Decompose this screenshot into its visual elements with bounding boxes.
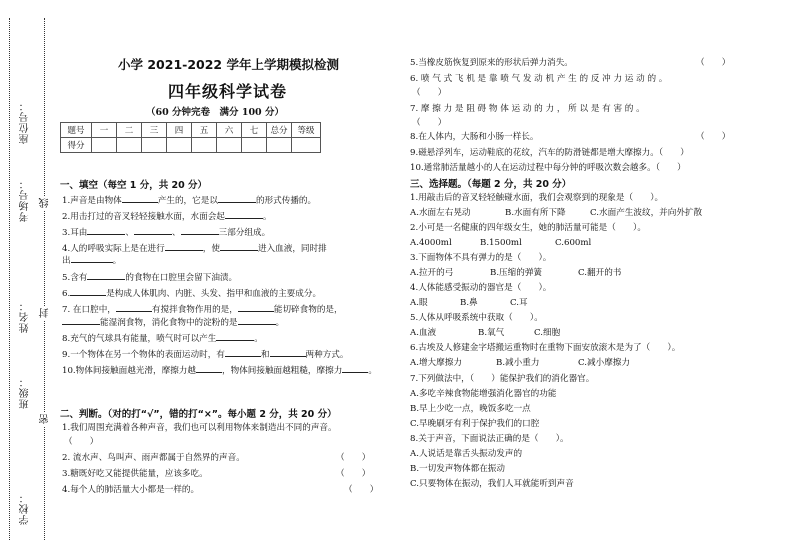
exam-subject-title: 四年级科学试卷	[168, 82, 288, 101]
choice-option[interactable]: C.减小摩擦力	[578, 358, 630, 368]
q-text: 产生的，它是以	[157, 196, 218, 206]
choice-question-6: 6.古埃及人修建金字塔搬运重物时在重物下面安放滚木是为了（ ）。	[410, 343, 681, 353]
answer-blank[interactable]	[196, 363, 222, 373]
q-text: 8.充气的气球具有能量，喷气时可以产生	[62, 334, 217, 344]
q-text: 的食物在口腔里会留下油渍。	[125, 273, 238, 283]
score-input-cell[interactable]	[167, 138, 192, 153]
q-text: 3.耳由	[62, 228, 88, 238]
judge-question-5: 5.当橡皮筋恢复到原来的形状后弹力消失。	[410, 58, 573, 68]
choice-option[interactable]: A.眼	[410, 298, 428, 308]
answer-blank[interactable]	[238, 315, 276, 325]
q-text: ，使	[202, 244, 220, 254]
score-cell: 五	[192, 123, 217, 138]
choice-option[interactable]: B.氧气	[478, 328, 505, 338]
score-input-cell[interactable]	[142, 138, 167, 153]
q-text: 6.	[62, 289, 71, 299]
q-text: 的形式传播的。	[255, 196, 317, 206]
answer-blank[interactable]	[238, 302, 274, 312]
answer-blank[interactable]	[134, 225, 172, 235]
score-cell: 二	[117, 123, 142, 138]
answer-blank[interactable]	[270, 347, 306, 357]
choice-option[interactable]: B.早上少吃一点，晚饭多吃一点	[410, 404, 531, 414]
score-input-cell[interactable]	[217, 138, 242, 153]
score-cell: 七	[242, 123, 267, 138]
choice-option[interactable]: A.增大摩擦力	[410, 358, 462, 368]
fill-question-1	[62, 193, 316, 207]
answer-blank[interactable]	[165, 241, 203, 251]
score-cell: 六	[217, 123, 242, 138]
answer-blank[interactable]	[342, 363, 368, 373]
answer-blank[interactable]	[87, 270, 125, 280]
choice-option[interactable]: B.1500ml	[480, 238, 522, 248]
section-3-title: 三、选择题。（每题 2 分，共 20 分）	[410, 179, 572, 190]
class-label: 班级：	[20, 376, 31, 409]
choice-option[interactable]: C.早晚刷牙有利于保护我们的口腔	[410, 419, 540, 429]
q-text: 进入血液，同时排	[257, 244, 327, 254]
q-text: 和	[260, 350, 270, 360]
choice-option[interactable]: B.水面有所下降	[505, 208, 566, 218]
seal-xian: 线	[40, 198, 51, 208]
score-table-score-row	[61, 138, 321, 153]
q-text: 、	[172, 228, 181, 238]
section-1-title: 一、填空（每空 1 分，共 20 分）	[60, 180, 208, 191]
choice-question-4: 4.人体能感受振动的器官是（ ）。	[410, 283, 552, 293]
judge-question-8: 8.在人体内，大肠和小肠一样长。	[410, 132, 539, 142]
judge-answer-bracket[interactable]: （ ）	[412, 118, 447, 128]
score-table-header-row	[61, 123, 321, 138]
name-label: 姓名：	[20, 300, 31, 333]
answer-blank[interactable]	[181, 225, 219, 235]
q-text: 5.含有	[62, 273, 88, 283]
q-text: 能湿润食物，消化食物中的淀粉的是	[100, 318, 238, 328]
score-input-cell[interactable]	[192, 138, 217, 153]
choice-question-5: 5.人体从呼吸系统中获取（ ）。	[410, 313, 543, 323]
choice-option[interactable]: B.一切发声物体都在振动	[410, 464, 505, 474]
answer-blank[interactable]	[225, 347, 261, 357]
fill-question-2	[62, 209, 272, 223]
q-text: ，物体间接触面越粗糙，摩擦力	[221, 366, 343, 376]
q-text: 。	[368, 366, 377, 376]
fill-question-5	[62, 270, 237, 284]
q-text: 、	[125, 228, 134, 238]
choice-option[interactable]: B.压缩的弹簧	[490, 268, 543, 278]
choice-option[interactable]: A.血液	[410, 328, 437, 338]
score-table	[60, 122, 321, 153]
school-label: 学校：	[20, 492, 31, 525]
q-text: 。	[275, 318, 285, 328]
fill-question-6	[62, 286, 321, 300]
judge-question-10: 10.通常肺活量越小的人在运动过程中每分钟的呼吸次数会越多。（ ）	[410, 163, 686, 173]
judge-question-4: 4.每个人的肺活量大小都是一样的。	[62, 485, 200, 495]
q-text: 2.用击打过的音叉轻轻接触水面，水面会起	[62, 212, 225, 222]
q-text: 。	[254, 334, 263, 344]
choice-option[interactable]: A.拉开的弓	[410, 268, 454, 278]
answer-blank[interactable]	[216, 331, 254, 341]
seal-mi: 密	[40, 414, 51, 424]
section-2-title: 二、判断。（对的打“√”，错的打“×”。每小题 2 分，共 20 分）	[60, 409, 337, 420]
q-text: 有搅拌食物作用的是，	[151, 305, 238, 315]
score-cell: 等级	[292, 123, 321, 138]
choice-option[interactable]: C.600ml	[555, 238, 592, 248]
fill-question-7	[62, 302, 343, 316]
choice-option[interactable]: B.减小重力	[496, 358, 540, 368]
answer-blank[interactable]	[70, 286, 106, 296]
score-input-cell[interactable]	[117, 138, 142, 153]
judge-question-3: 3.糖既好吃又能提供能量，应该多吃。	[62, 469, 208, 479]
choice-option[interactable]: C.细胞	[534, 328, 561, 338]
answer-blank[interactable]	[225, 209, 263, 219]
q-text: 两种方式。	[305, 350, 349, 360]
judge-answer-bracket[interactable]: （ ）	[336, 453, 371, 463]
q-text: 1.声音是由物体	[62, 196, 122, 206]
judge-answer-bracket[interactable]: （ ）	[336, 469, 371, 479]
judge-question-1: 1.我们周围充满着各种声音，我们也可以利用物体来制造出不同的声音。	[62, 423, 337, 433]
exam-header-title: 小学 2021-2022 学年上学期模拟检测	[118, 57, 339, 72]
answer-blank[interactable]	[87, 225, 125, 235]
binding-margin	[0, 0, 58, 550]
fill-question-10	[62, 363, 377, 377]
exam-room-label: 考场号：	[20, 178, 31, 222]
choice-option[interactable]: C.水面产生波纹，并向外扩散	[590, 208, 703, 218]
seal-feng: 封	[40, 308, 51, 318]
score-row-label: 得分	[61, 138, 92, 153]
q-text: 。	[112, 256, 122, 266]
fill-question-7-cont	[62, 315, 284, 329]
answer-blank[interactable]	[122, 193, 158, 203]
fill-question-8	[62, 331, 263, 345]
q-text: 4.人的呼吸实际上是在进行	[62, 244, 165, 254]
choice-question-1: 1.用敲击后的音叉轻轻触碰水面，我们会观察到的现象是（ ）。	[410, 193, 664, 203]
judge-answer-bracket[interactable]: （ ）	[412, 88, 447, 98]
choice-option[interactable]: C.只要物体在振动，我们人耳就能听到声音	[410, 479, 574, 489]
fill-question-3	[62, 225, 270, 239]
exam-meta: （60 分钟完卷 满分 100 分）	[146, 107, 284, 118]
q-text: 9.一个物体在另一个物体的表面运动时，有	[62, 350, 225, 360]
choice-question-2: 2.小可是一名健康的四年级女生，她的肺活量可能是（ ）。	[410, 223, 646, 233]
choice-option[interactable]: A.多吃辛辣食物能增强消化器官的功能	[410, 389, 557, 399]
q-text: 。	[262, 212, 272, 222]
seat-number-label: 座位号：	[20, 100, 31, 144]
judge-answer-bracket[interactable]: （ ）	[696, 132, 731, 142]
judge-answer-bracket[interactable]: （ ）	[344, 485, 379, 495]
score-cell: 三	[142, 123, 167, 138]
score-cell: 总分	[267, 123, 292, 138]
outer-dotted-line	[9, 18, 10, 540]
judge-question-7: 7. 摩 擦 力 是 阻 碍 物 体 运 动 的 力 ， 所 以 是 有 害 的 。	[410, 104, 645, 114]
judge-answer-bracket[interactable]: （ ）	[64, 437, 99, 447]
score-cell: 一	[92, 123, 117, 138]
q-text: 是构成人体肌肉、内脏、头发、指甲和血液的主要成分。	[106, 289, 322, 299]
choice-option[interactable]: A.4000ml	[410, 238, 452, 248]
choice-question-7: 7.下列做法中，（ ）能保护我们的消化器官。	[410, 374, 595, 384]
choice-option[interactable]: C.翻开的书	[578, 268, 622, 278]
choice-option[interactable]: A.人说话是靠舌头振动发声的	[410, 449, 523, 459]
q-text: 能切碎食物的是，	[273, 305, 343, 315]
q-text: 三部分组成。	[218, 228, 271, 238]
q-text: 7. 在口腔中，	[62, 305, 116, 315]
choice-question-8: 8.关于声音，下面说法正确的是（ ）。	[410, 434, 569, 444]
fill-question-9	[62, 347, 348, 361]
q-text: 10.物体间接触面越光滑，摩擦力越	[62, 366, 196, 376]
inner-dotted-line	[44, 18, 45, 540]
choice-question-3: 3.下面物体不具有弹力的是（ ）。	[410, 253, 552, 263]
score-input-cell[interactable]	[242, 138, 267, 153]
judge-question-9: 9.磁悬浮列车，运动鞋底的花纹，汽车的防滑链都是增大摩擦力。（ ）	[410, 148, 689, 158]
answer-blank[interactable]	[116, 302, 152, 312]
score-input-cell[interactable]	[92, 138, 117, 153]
choice-option[interactable]: C.耳	[510, 298, 528, 308]
answer-blank[interactable]	[71, 253, 113, 263]
judge-question-6: 6. 喷 气 式 飞 机 是 靠 喷 气 发 动 机 产 生 的 反 冲 力 运 动 的 。	[410, 74, 668, 84]
answer-blank[interactable]	[62, 315, 100, 325]
choice-option[interactable]: A.水面左右晃动	[410, 208, 471, 218]
score-input-cell[interactable]	[267, 138, 292, 153]
judge-question-2: 2. 流水声、鸟叫声、雨声都属于自然界的声音。	[62, 453, 245, 463]
score-input-cell[interactable]	[292, 138, 321, 153]
fill-question-4-cont	[62, 253, 121, 267]
q-text: 出	[62, 256, 71, 266]
answer-blank[interactable]	[218, 193, 256, 203]
score-cell: 题号	[61, 123, 92, 138]
score-cell: 四	[167, 123, 192, 138]
judge-answer-bracket[interactable]: （ ）	[696, 58, 731, 68]
choice-option[interactable]: B.鼻	[460, 298, 478, 308]
answer-blank[interactable]	[220, 241, 258, 251]
